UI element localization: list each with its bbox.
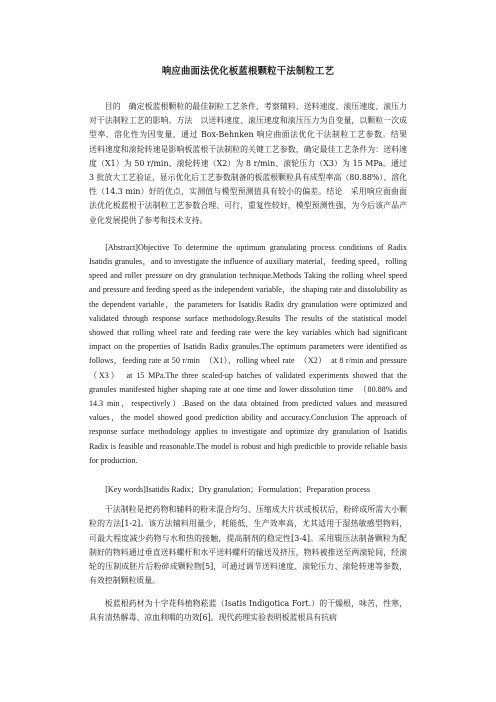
paper-title: 响应曲面法优化板蓝根颗粒干法制粒工艺 <box>161 66 335 77</box>
keywords: [Key words]Isatidis Radix；Dry granulation；Formulation；Preparation process <box>105 485 370 495</box>
paper-page <box>89 0 416 625</box>
chinese-abstract: 目的 确定板蓝根颗粒的最佳制粒工艺条件，考察辅料、送料速度、滚压速度、滚压力对干法制粒工艺的影响。方法 以送料速度、滚压速度和滚压压力为自变量，以颗粒一次成型率、溶化性为因变量，通过 Box-Behnken 响应曲面法优化干法制粒工艺参数。结果 送料速度和滚轮转速是影响板蓝根干法制粒的关键工艺参数，确定最佳工艺条件为：送料速度（X1）为 50 r/min、滚轮转速（X2）为 8 r/min、滚轮压力（X3）为 15 MPa。通过 3 批放大工艺验证，显示优化后工艺参数制备的板蓝根颗粒具有成型率高（80.88%）、溶化性（14.3 min）好的优点，实测值与模型预测值具有较小的偏差。结论 采用响应面曲面法优化板蓝根干法制粒工艺参数合理、可行，重复性较好，模型预测性强，为今后该产品产业化发展提供了参考和技术支持。 <box>89 102 415 225</box>
english-abstract: [Abstract]Objective To determine the optimum granulating process conditions of Radix Isatidis granules，and to investigate the influence of auxiliary material，feeding speed，rolling speed and roller pressure on dry granulation technique.Methods Taking the rolling wheel speed and pressure and feeding speed as the independent variable，the shaping rate and dissolubility as the dependent variable，the parameters for Isatidis Radix dry granulation were optimized and validated through response surface methodology.Results The results of the statistical model showed that rolling wheel rate and feeding rate were the key variables which had significant impact on the properties of Isatidis Radix granules.The optimum parameters were identified as follows，feeding rate at 50 r/min （X1），rolling wheel rate （X2） at 8 r/min and pressure （X3） at 15 MPa.The three scaled-up batches of validated experiments showed that the granules manifested higher shaping rate at one time and lower dissolution time （80.88% and 14.3 min，respectively）.Based on the data obtained from predicted values and measured values，the model showed good prediction ability and accuracy.Conclusion The approach of response surface methodology applies to investigate and optimize dry granulation of Isatidis Radix is feasible and reasonable.The model is robust and high predictble to provide reliable basis for production. <box>89 242 416 465</box>
body-paragraph: 板蓝根药材为十字花科植物菘蓝（Isatis Indigotica Fort.）的干燥根，味苦，性寒，具有清热解毒、凉血利咽的功效[6]。现代药理实验表明板蓝根具有抗病 <box>89 598 407 622</box>
body-paragraph: 干法制粒是把药物和辅料的粉末混合均匀、压缩成大片状或板状后，粉碎成所需大小颗粒的方法[1-2]。该方法辅料用量少，耗能低，生产效率高，尤其适用于湿热敏感型物料，可最大程度减少药物与水和热的接触，提高制剂的稳定性[3-4]。采用辊压法制备颗粒为配制好的物料通过垂直送料螺杆和水平送料螺杆的输送及挤压，物料被推送至两滚轮间，经滚轮的压制成胚片后粉碎成颗粒物[5]，可通过调节送料速度、滚轮压力、滚轮转速等参数，有效控制颗粒质量。 <box>89 505 407 586</box>
